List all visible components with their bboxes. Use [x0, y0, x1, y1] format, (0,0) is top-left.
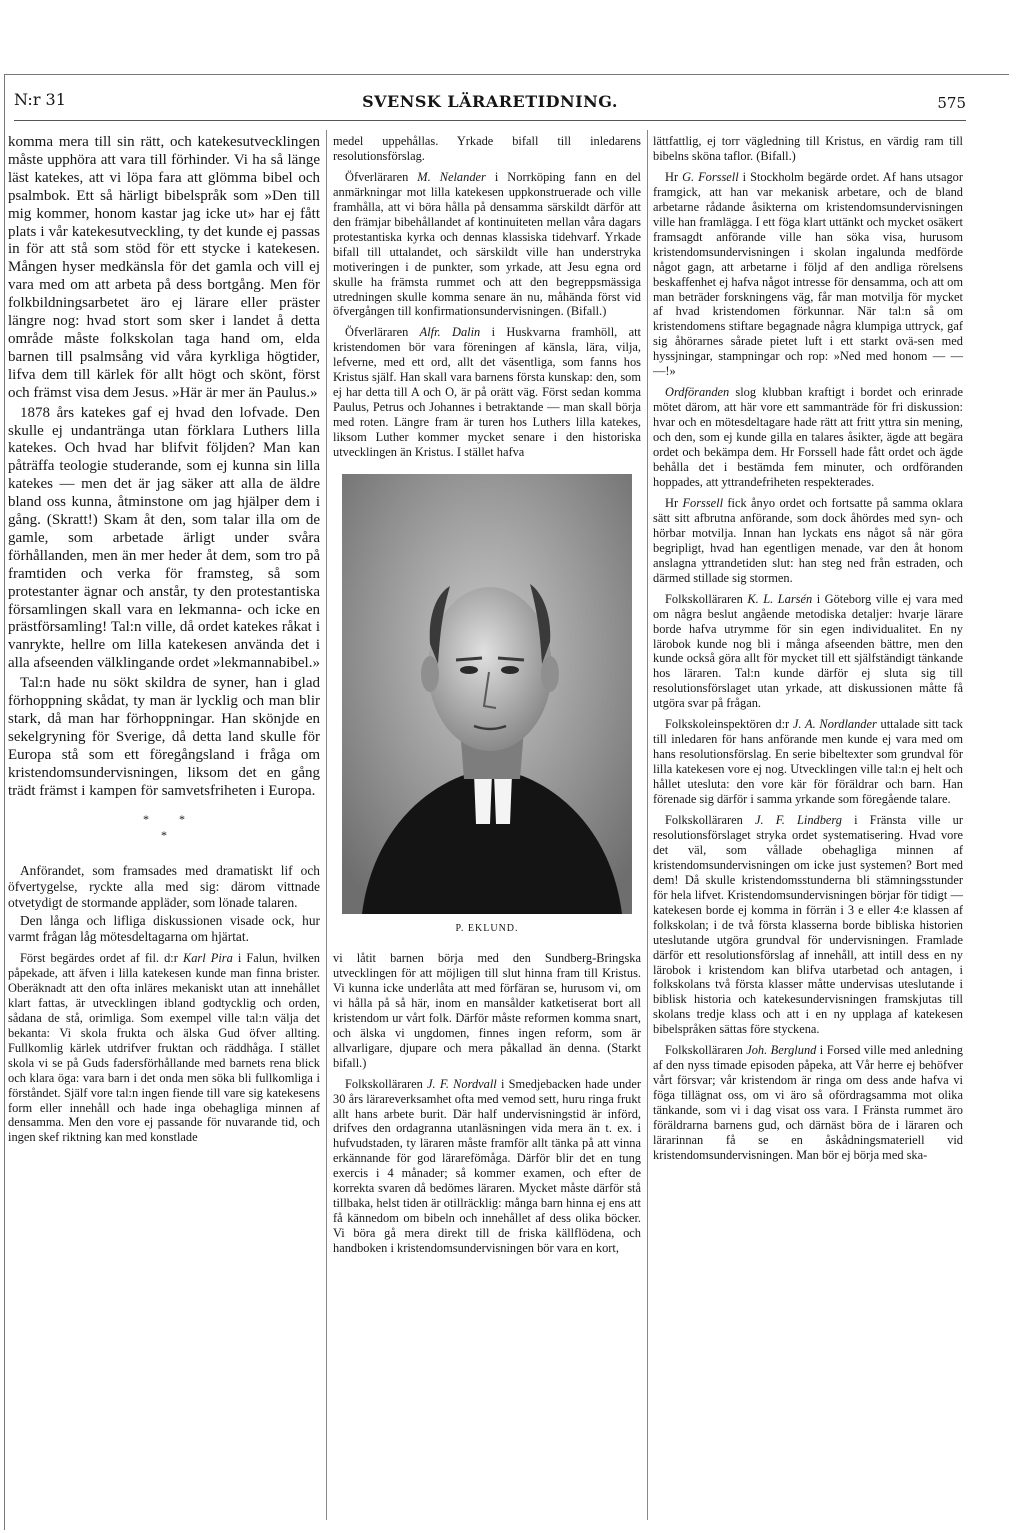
speaker-name: Alfr. Dalin — [419, 325, 481, 340]
paragraph: Hr Forssell fick ånyo ordet och fortsatte på samma oklara sätt sitt afbrutna anförande, som dock åhördes med syn- och hörbar motvilja. Innan han lyckats ens något så när göra begripligt, hvad han egentligen menade, var den åt honom anslagna yttrandetiden slut: han steg ned från estraden, och därmed stillade sig stormen. — [653, 495, 963, 585]
portrait-photo — [342, 474, 632, 914]
paragraph: medel uppehållas. Yrkade bifall till inledarens resolutionsförslag. — [333, 134, 641, 163]
asterisks-top: * * — [143, 811, 185, 826]
paragraph: Folkskolläraren J. F. Nordvall i Smedjebacken hade under 30 års lärareverksamhet ofta med vemod sett, huru ringa frukt allt hans arbete burit. Där half undervisningstid är införd, drifves den ordagranna utanläsningen vida mera än t. ex. i hufvudstaden, ty läraren måste framför allt tänka på att vinna erkännande för god lärarefömåga. Därför blir det en tung exercis i 4 månader; så kommer examen, och efter de korrekta svaren då bedömes läraren. Mycket måste därför stå tillbaka, helst tiden är otillräcklig: många barn hinna ej ens att få kännedom om bibeln och innehållet af dess olika böcker. Vi böra gå mera direkt till de friska källflödena, och handboken i kristendomsundervisningen bör vara en kort, — [333, 1076, 641, 1256]
journal-title: SVENSK LÄRARETIDNING. — [362, 92, 618, 111]
paragraph: vi låtit barnen börja med den Sundberg-Bringska utvecklingen för att möjligen till slut hinna fram till Kristus. Vi kunna icke underlåta att med förfäran se, hurusom vi, om vi hålla på så här, inom en mansålder katketiserat bort all kristendom ur vårt folk. Därför måste reformen komma snart, och älska vi ungdomen, finnes ingen reform, som är allvarligare, djupare och mera påkallad än denna. (Starkt bifall.) — [333, 950, 641, 1070]
paragraph: Folkskolläraren Joh. Berglund i Forsed ville med anledning af den nyss timade episoden påpeka, att Vår herre ej behöfver vårt försvar; vår kristendom är ringa om dess ande hafva vi föga tillägnat oss, om vi äro så ofördragsamma mot olika tänkande, som vi i dag visat oss vara. I Fränsta rummet äro föräldrarna barnens gud, och därnäst böra de i läraren och lärarinnan få se en åskådningsmateriell vid kristendomsundervisningen. Man bör ej börja med ska- — [653, 1043, 963, 1162]
speaker-name: J. A. Nordlander — [792, 717, 877, 732]
paragraph: Folkskolläraren K. L. Larsén i Göteborg ville ej vara med om några beslut angående metodiska detaljer: hvarje lärare borde hafva utrymme för sin egen individualitet. En ny lärobok kunde nog bli i många afseenden bättre, men den kunde också göra allt för mycket till ett själfständigt tänkande hos läraren. Tal:n kunde därför ej sluta sig till resolutionsförslaget utan yrkade, att diskussionen måtte få utgöra svar på frågan. — [653, 591, 963, 711]
paragraph: Hr G. Forssell i Stockholm begärde ordet. Af hans utsagor framgick, att han var mekanisk arbetare, och de bland arbetarne rådande åsikterna om kristendomsundervisningen ville han framlägga. I ett föga klart uttänkt och mycket osäkert framsagdt anförande ville han söka visa, hurusom kristendomsundervisningen i skolan ingalunda medförde något gagn, att arbetarne i följd af den andliga rörelsens beskaffenhet ej hafva något intresse för densamma, och att om man beträder forskningens väg, får man motvilja för mycket af hvad kristendomen förkunnar. När tal:n så om kristendomens stiftare begagnade några klumpiga uttryck, gaf sig åhörarnes sårade pietet luft i ett starkt ovä-sen med hyssjningar, stampningar och rop: »Ned med honom — — —!» — [653, 169, 963, 379]
issue-number: N:r 31 — [14, 90, 66, 109]
paragraph: Ordföranden slog klubban kraftigt i bordet och erinrade mötet därom, att här vore ett sammanträde för fri diskussion: hvar och en mötesdeltagare hade rätt att fritt yttra sin mening, och den, som ej kunde gilla en talares åsikter, ägde att begära ordet och bekämpa dem. Hr Forssell hade fått ordet och ägde behålla det i bestämda fem minuter, och ordföranden hoppades, att yttrandefriheten respekterades. — [653, 385, 963, 489]
page-number: 575 — [937, 94, 966, 112]
speaker-name: J. F. Lindberg — [754, 812, 842, 827]
column-2 — [333, 134, 641, 1256]
paragraph: Folkskolläraren J. F. Lindberg i Fränsta ville ur resolutionsförslaget stryka ordet systematisering. Hvad vore det väl, som vållade obehagliga minnen af kristendomsundervisningen om icke just systemen? Bort med dem! Då skulle kristendomsstunderna bli stämningsstunder för hela lifvet. Kristendomsundervisningen börjar för tidigt — katekesen borde ej komma in förrän i 3 e eller 4:e klassen af folkskolan; i de två första klasserna borde bibliska historien uteslutande utgöra grundval för undervisningen. Framlade därför ett resolutionsförslag af innehåll, att intill dess en ny lärobok i kristendom kan blifva utarbetad och antagen, i folkskolans två första klasser måtte undervisas uteslutande i biblisk historia och katekesundervisningen framskjutas till skolans tredje klass och att i en ny upplaga af katekesen bibelspråken sättas före styckena. — [653, 812, 963, 1037]
speaker-name: K. L. Larsén — [747, 591, 813, 606]
speaker-name: M. Nelander — [417, 169, 486, 184]
column-3 — [653, 134, 963, 1163]
speaker-name: Joh. Berglund — [746, 1043, 817, 1058]
paragraph: lättfattlig, ej torr vägledning till Kristus, en värdig ram till bibelns sköna taflor. (Bifall.) — [653, 134, 963, 163]
paragraph: Folkskoleinspektören d:r J. A. Nordlander uttalade sitt tack till inledaren för hans anförande men kunde ej vara med om hans resolutionsförslag. En serie bibeltexter som grundval för lilla katekesen vore ej nog. Utvecklingen ville tal:n ej helt och hållet utesluta: den vore kär för föräldrar och barn. Han förenade sig därför i samma yrkande som föregående talare. — [653, 717, 963, 807]
paragraph: Den långa och lifliga diskussionen visade ock, hur varmt frågan låg mötesdeltagarna om hjärtat. — [8, 912, 320, 944]
page-header — [14, 90, 966, 121]
paragraph: komma mera till sin rätt, och katekesutvecklingen måste upphöra att vara till förhinder. Vi ha så länge läst katekes, att vi löpa fara att glömma bibel och psalmbok. Ett så härligt bibelspråk som »Den till mig kommer, honom kastar jag icke ut» har ej fått plats i vår katekesutveckling, ty det kunde ej passas in för att stå som stöd för ett stycke i katekesen. Mången hyser medkänsla för det gamla och vill ej vara med om att arbeta på dess bortgång. Men för folkbildningsarbetet äro ej lärare eller präster längre nog: hvad stort som sker i landet å detta område måste folkskolan taga hand om, elda barnen till psalmsång vid våra kyrkliga högtider, lifva dem till kärlek för allt högt och skönt, först och främst visa dem Jesus. »Här är mer än Paulus.» — [8, 134, 320, 401]
paragraph: Öfverläraren M. Nelander i Norrköping fann en del anmärkningar mot lilla katekesen uppkonstruerade och ville framhålla, att vi böra hålla på densamma särskildt därför att den främjar bibehållandet af kontinuiteten mellan våra dagars protestantiska kyrka och dennas klassiska tidehvarf. Yrkade bifall till uttalandet, och särskildt ville han understryka motiveringen i de punkter, som yrkade, att Jesu egna ord skulle ha främsta rummet och att den begreppsmässiga utredningen skulle komma senare än nu, måhända först vid öfvergången till konfirmationsundervisningen. (Bifall.) — [333, 169, 641, 319]
paragraph: 1878 års katekes gaf ej hvad den lofvade. Den skulle ej undantränga utan förklara Luthers lilla katekes. Och hvad har blifvit följden? Man kan påträffa teologie studerande, som ej kunna sin lilla katekes — men det är jag säker att alla de äldre bland oss kunna, åtminstone om jag hjälper dem i gång. (Skratt!) Skam åt den, som talar illa om de gamle, som arbetade ärligt under svåra förhållanden, men än mer heder åt dem, som tro på framtiden och verka för framsteg, så som protestanter ägnar och anstår, ty den protestantiska församlingen skall vara en lekmanna- och icke en prästförsamling! Tal:n ville, då ordet katekes råkat i vanrykte, hellre om lilla katekesen använda det i alla afseenden välklingande ordet »lekmannabibel.» — [8, 404, 320, 672]
speaker-name: Karl Pira — [182, 951, 233, 965]
column-1 — [8, 134, 320, 1145]
portrait-caption: P. EKLUND. — [455, 923, 519, 935]
speaker-name: J. F. Nordvall — [427, 1076, 497, 1091]
speaker-name: G. Forssell — [682, 169, 739, 184]
column-divider-2 — [647, 130, 648, 1520]
asterisk-bottom: * — [161, 827, 167, 842]
speaker-name: Ordföranden — [665, 385, 730, 400]
paragraph: Öfverläraren Alfr. Dalin i Huskvarna framhöll, att kristendomen bör vara föreningen af känsla, lära, vilja, lefverne, med ett ord, allt det väsentliga, som fanns hos Kristus själf. Han skall vara barnens första kunskap: den, som ej har detta till A och O, är på orätt väg. Först sedan komma Paulus, Petrus och Johannes i betraktande — man skall börja med roten. Längre fram är turen hos Luthers lilla katekes, liksom Luther kommer mycket senare i den historiska utvecklingen än Kristus. I stället hafva — [333, 325, 641, 460]
paragraph: Tal:n hade nu sökt skildra de syner, han i glad förhoppning skådat, ty man är lycklig och man blir stark, då man har förhoppningar. Han skönjde en sekelgryning för Sverige, då detta land skulle för Europa stå som ett föregångsland i fråga om kristendomsundervisningen, liksom det en gång trädt främst i kampen för samvetsfriheten i Europa. — [8, 675, 320, 799]
paragraph: Anförandet, som framsades med dramatiskt lif och öfvertygelse, ryckte alla med sig: därom vittnade otvetydigt de stormande appläder, som lönade talaren. — [8, 862, 320, 910]
column-divider-1 — [326, 130, 327, 1520]
paragraph: Först begärdes ordet af fil. d:r Karl Pira i Falun, hvilken påpekade, att äfven i lilla katekesen kunde man finna brister. Oberäknadt att den ofta inläres mekaniskt utan att innehållet klart fattas, är utvecklingen ibland godtycklig och orden, sådana de stå, orimliga. Som exempel ville tal:n välja det bekanta: Vi skola frukta och älska Gud öfver allting. Fullkomlig kärlek utdrifver fruktan och räddhåga. I stället skola vi se på Guds fadersförhållande med barnets rena blick och klara öga: vara barn i det onda men söka bli fullkomliga i förståndet. Själf vore tal:n ingen fiende till vare sig katekesens form eller innehåll och hade inga obehagliga minnen af densamma. Men den vore ej passande för nuvarande tid, och ingen skef riktning kan med konstlade — [8, 951, 320, 1145]
speaker-name: Forssell — [682, 495, 724, 510]
section-break — [8, 811, 320, 843]
